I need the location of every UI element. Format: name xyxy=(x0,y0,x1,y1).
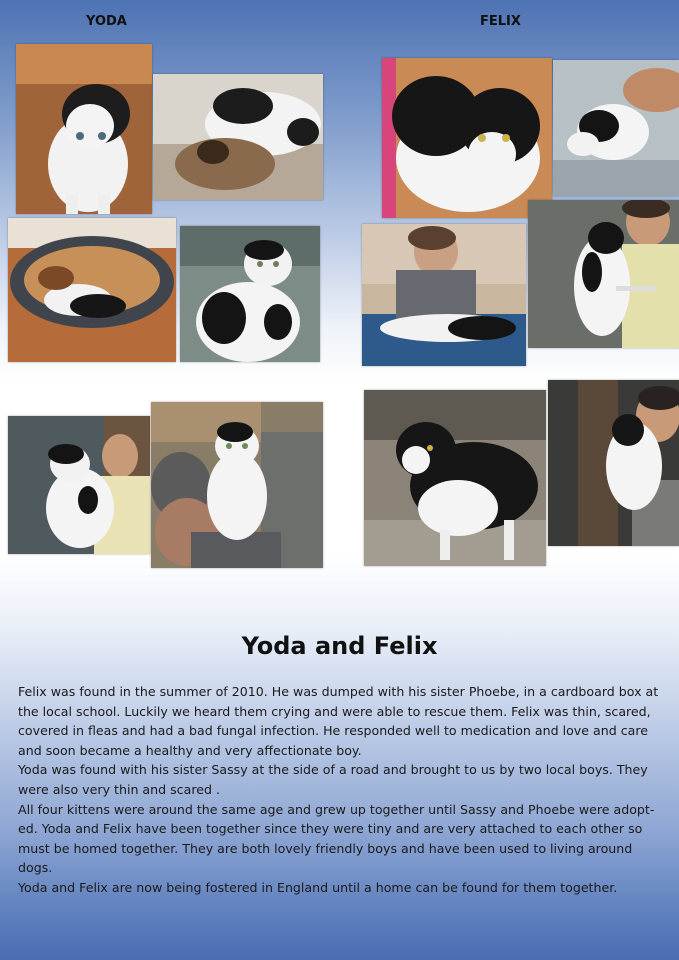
felix-lying-photo xyxy=(382,58,552,218)
felix-standing-photo xyxy=(364,390,546,566)
yoda-with-dog-photo xyxy=(153,74,323,200)
felix-on-shoulder-photo xyxy=(548,380,679,546)
story-text xyxy=(18,682,666,898)
story-paragraph-together: All four kittens were around the same age and grew up together until Sassy and Phoebe were adopt-ed. Yoda and Felix have been together since they were tiny and are very attached to each other so must be homed together. They are both lovely friendly boys and have been used to living around dogs. xyxy=(18,801,655,876)
felix-in-arms-photo xyxy=(553,60,679,196)
cat-photo-icon xyxy=(382,58,552,218)
yoda-in-dog-bed-photo xyxy=(8,218,176,362)
yoda-sitting-photo xyxy=(180,226,320,362)
yoda-on-shoulder-photo xyxy=(151,402,323,568)
cat-photo-icon xyxy=(8,416,150,554)
felix-with-girl-photo xyxy=(362,224,526,366)
cat-photo-icon xyxy=(553,60,679,196)
felix-medicine-photo xyxy=(528,200,679,348)
cat-photo-icon xyxy=(528,200,679,348)
story-paragraph-felix: Felix was found in the summer of 2010. He was dumped with his sister Phoebe, in a cardboard box at the local school. Luckily we heard them crying and were able to rescue them. Felix was thin, scared, covered in fleas and had a bad fungal infection. He responded well to medication and love and care and soon became a healthy and very affectionate boy. xyxy=(18,684,659,758)
cat-photo-icon xyxy=(16,44,152,214)
cat-photo-icon xyxy=(8,218,176,362)
cat-photo-icon xyxy=(548,380,679,546)
cat-photo-icon xyxy=(364,390,546,566)
cat-photo-icon xyxy=(362,224,526,366)
cat-photo-icon xyxy=(180,226,320,362)
page-title: Yoda and Felix xyxy=(241,632,438,660)
cat-photo-icon xyxy=(151,402,323,568)
story-paragraph-fostered: Yoda and Felix are now being fostered in England until a home can be found for them together. xyxy=(18,879,618,895)
yoda-kitten-floor-photo xyxy=(16,44,152,214)
yoda-held-by-boy-photo xyxy=(8,416,150,554)
cat-photo-icon xyxy=(153,74,323,200)
yoda-label: YODA xyxy=(86,14,127,29)
story-paragraph-yoda: Yoda was found with his sister Sassy at the side of a road and brought to us by two local boys. They were also very thin and scared . xyxy=(18,762,648,797)
felix-label: FELIX xyxy=(480,14,521,29)
